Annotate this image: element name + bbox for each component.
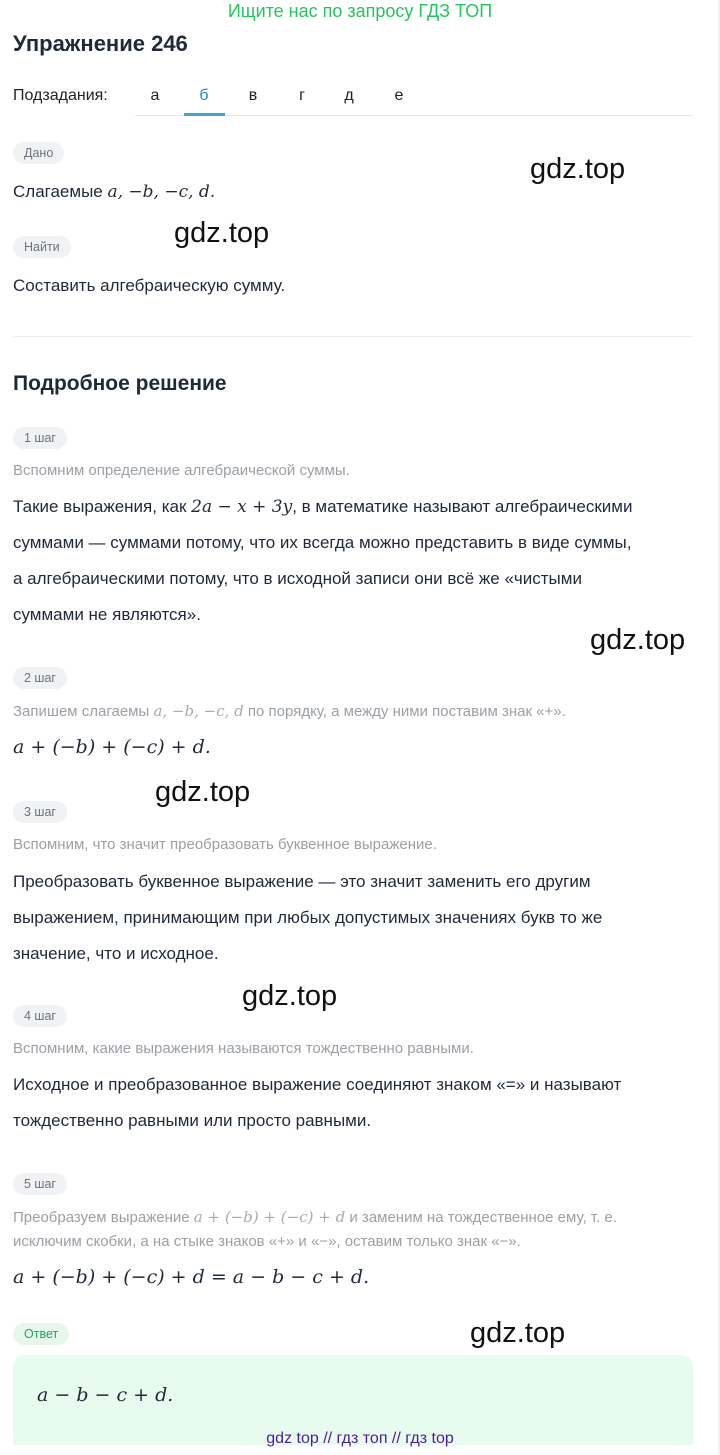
step-4-badge: 4 шаг [13, 1005, 67, 1027]
step-5-badge: 5 шаг [13, 1173, 67, 1195]
given-formula: a, −b, −c, d. [107, 182, 216, 202]
solution-heading: Подробное решение [13, 372, 227, 395]
step-3-badge: 3 шаг [13, 801, 67, 823]
step-3-line-1: Преобразовать буквенное выражение — это значит заменить его другим [13, 872, 591, 891]
step-4-hint: Вспомним, какие выражения называются тождественно равными. [13, 1040, 474, 1057]
step-5-hint-math: a + (−b) + (−c) + d [193, 1208, 346, 1226]
footer-links[interactable]: gdz top // гдз топ // гдз top [266, 1430, 454, 1447]
step-1-hint: Вспомним определение алгебраической суммы. [13, 462, 350, 479]
step-1-badge: 1 шаг [13, 427, 67, 449]
page-title: Упражнение 246 [13, 31, 188, 56]
answer-formula: a − b − c + d. [37, 1384, 174, 1406]
find-badge: Найти [13, 236, 71, 258]
step-3-line-2: выражением, принимающим при любых допустимых значениях букв то же [13, 908, 603, 927]
tab-g[interactable]: г [299, 87, 305, 104]
subtasks-label: Подзадания: [13, 87, 108, 104]
section-divider [13, 336, 693, 337]
step-2-hint-math: a, −b, −c, d [153, 702, 244, 720]
watermark: gdz.top [242, 980, 338, 1012]
step-2-hint-post: по порядку, а между ними поставим знак «+». [247, 703, 566, 720]
step-5-hint [13, 1205, 703, 1254]
step-5-hint-line-1 [13, 1205, 703, 1230]
step-5-hint-line-2: исключим скобки, а на стыке знаков «+» и «−», оставим только знак «−». [13, 1233, 521, 1250]
find-text: Составить алгебраическую сумму. [13, 276, 286, 295]
watermark: gdz.top [470, 1317, 566, 1349]
step-5-hint-pre: Преобразуем выражение [13, 1209, 190, 1226]
step-1-line-2: суммами — суммами потому, что их всегда можно представить в виде суммы, [13, 533, 632, 552]
step-1-line-1-post: , в математике называют алгебраическими [292, 497, 633, 516]
tab-b[interactable]: б [199, 87, 209, 104]
step-2-hint [13, 699, 703, 724]
step-1-line-1-math: 2a − x + 3y [191, 497, 293, 517]
top-banner[interactable]: Ищите нас по запросу ГДЗ ТОП [227, 1, 493, 21]
step-5-hint-post: и заменим на тождественное ему, т. е. [349, 1209, 617, 1226]
step-1-line-4: суммами не являются». [13, 605, 201, 624]
answer-badge: Ответ [13, 1323, 69, 1345]
tab-v[interactable]: в [248, 87, 258, 104]
step-3-hint: Вспомним, что значит преобразовать буквенное выражение. [13, 836, 437, 853]
step-5-formula: a + (−b) + (−c) + d = a − b − c + d. [13, 1266, 370, 1288]
step-1-line-3: а алгебраическими потому, что в исходной записи они всё же «чистыми [13, 569, 582, 588]
step-2-badge: 2 шаг [13, 667, 67, 689]
step-4-text [13, 1067, 713, 1139]
step-4-line-1: Исходное и преобразованное выражение соединяют знаком «=» и называют [13, 1075, 622, 1094]
watermark: gdz.top [530, 153, 626, 185]
step-2-hint-pre: Запишем слагаемы [13, 703, 150, 720]
tab-d[interactable]: д [344, 87, 354, 104]
step-1-line-1-pre: Такие выражения, как [13, 497, 192, 516]
step-4-line-2: тождественно равными или просто равными. [13, 1111, 372, 1130]
watermark: gdz.top [155, 776, 251, 808]
step-3-text [13, 864, 713, 972]
active-tab-indicator [184, 113, 225, 116]
step-1-line-1 [13, 489, 713, 525]
given-badge: Дано [13, 142, 64, 164]
watermark: gdz.top [174, 217, 270, 249]
step-2-formula: a + (−b) + (−c) + d. [13, 736, 211, 758]
given-label: Слагаемые [13, 182, 103, 201]
step-3-line-3: значение, что и исходное. [13, 944, 219, 963]
tab-a[interactable]: а [150, 87, 160, 104]
watermark: gdz.top [590, 624, 686, 656]
tab-e[interactable]: е [394, 87, 404, 104]
step-1-text [13, 489, 713, 633]
